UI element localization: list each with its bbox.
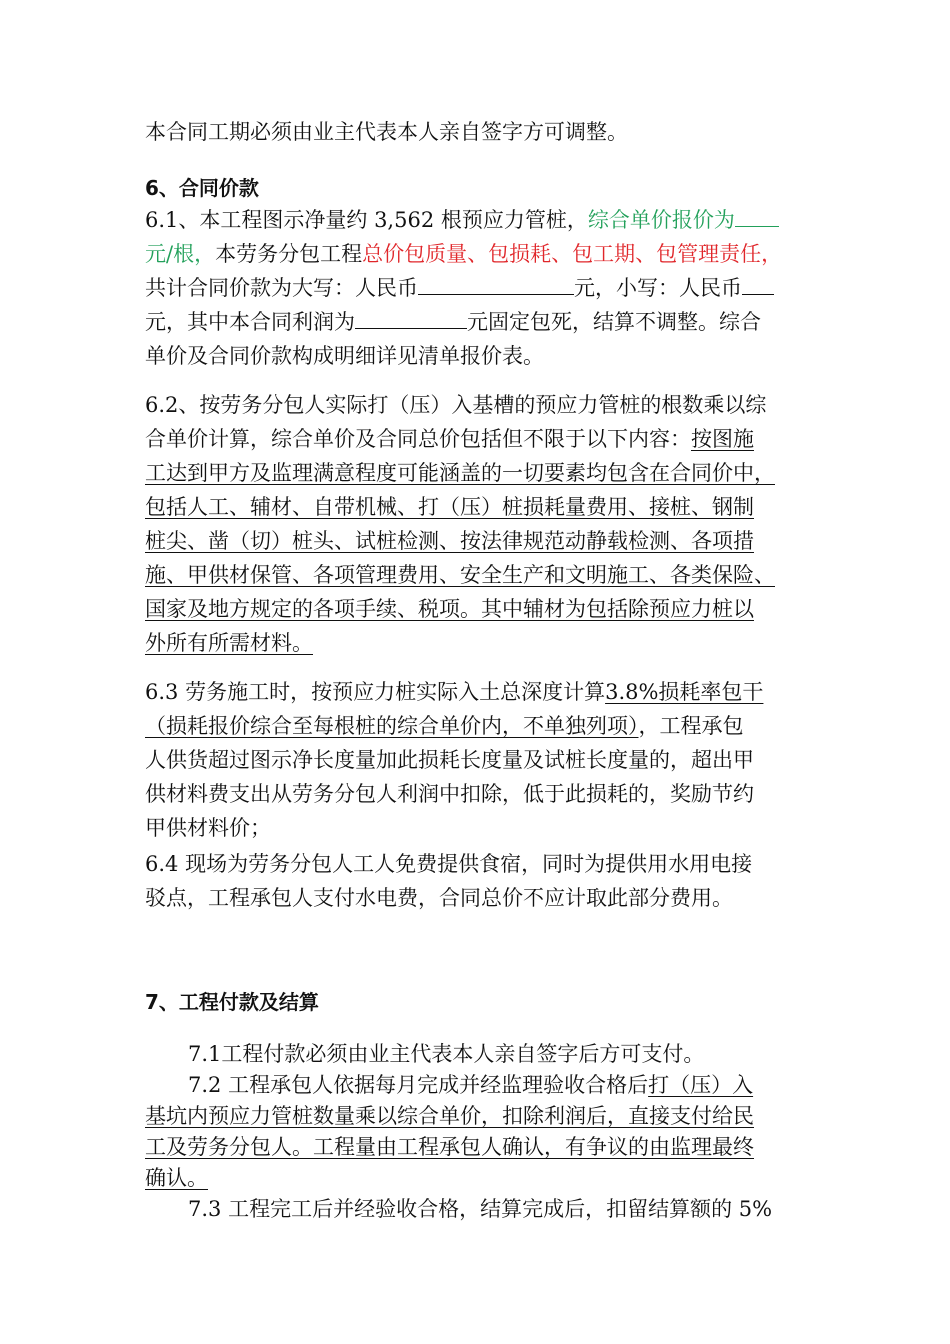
underlined-text: 国家及地方规定的各项手续、税项。其中辅材为包括除预应力桩以 [145, 597, 754, 621]
clause-7-2-line [145, 1164, 208, 1192]
underlined-text: （损耗报价综合至每根桩的综合单价内，不单独列项） [145, 714, 639, 738]
clause-7-3-line [188, 1195, 772, 1223]
text: 元固定包死，结算不调整。综合 [467, 310, 761, 334]
clause-6-2-line [145, 629, 313, 657]
clause-7-2-line [145, 1102, 754, 1130]
text: 甲供材料价； [145, 816, 271, 840]
clause-6-3-line [145, 780, 754, 808]
underlined-text: 施、甲供材保管、各项管理费用、安全生产和文明施工、各类保险、 [145, 563, 775, 587]
clause-6-4-line [145, 850, 752, 878]
text: 7.1工程付款必须由业主代表本人亲自签字后方可支付。 [188, 1042, 705, 1066]
green-text: 综合单价报价为 [587, 208, 735, 232]
red-text: 总价包质量、包损耗、包工期、包管理责任， [362, 242, 783, 266]
underlined-text: 打（压）入 [648, 1073, 754, 1097]
text: 元，小写：人民币 [574, 276, 742, 300]
intro-line [145, 118, 628, 146]
text: 6.4 现场为劳务分包人工人免费提供食宿，同时为提供用水用电接 [145, 852, 753, 876]
text: 6.1、本工程图示净量约 3,562 根预应力管桩， [145, 208, 588, 232]
underlined-text: 基坑内预应力管桩数量乘以综合单价，扣除利润后，直接支付给民 [145, 1104, 754, 1128]
text: 驳点，工程承包人支付水电费，合同总价不应计取此部分费用。 [145, 886, 733, 910]
clause-6-3-line [145, 678, 763, 706]
blank-field [418, 274, 574, 295]
clause-6-3-line [145, 746, 754, 774]
clause-6-3-line [145, 712, 744, 740]
clause-6-1-line [145, 240, 782, 268]
underlined-text: 包括人工、辅材、自带机械、打（压）桩损耗量费用、接桩、钢制 [145, 495, 754, 519]
clause-6-1-line [145, 342, 544, 370]
clause-6-3-line [145, 814, 271, 842]
clause-7-2-line [145, 1133, 754, 1161]
underlined-text: 按图施 [691, 427, 754, 451]
clause-6-2-line [145, 527, 754, 555]
clause-6-1-line [145, 274, 774, 302]
section-7-heading: 7、工程付款及结算 [145, 990, 319, 1014]
text: 元，其中本合同利润为 [145, 310, 355, 334]
underlined-text: 工达到甲方及监理满意程度可能涵盖的一切要素均包含在合同价中， [145, 461, 775, 485]
text: 6.3 劳务施工时，按预应力桩实际入土总深度计算 [145, 680, 606, 704]
text: 合单价计算，综合单价及合同总价包括但不限于以下内容： [145, 427, 691, 451]
clause-6-1-line [145, 206, 779, 234]
clause-6-2-line [145, 425, 754, 453]
clause-7-2-line [188, 1071, 753, 1099]
clause-7-1-line [188, 1040, 704, 1068]
text: 本合同工期必须由业主代表本人亲自签字方可调整。 [145, 120, 628, 144]
text: ，工程承包 [638, 714, 744, 738]
clause-6-2-line [145, 595, 754, 623]
text: 人供货超过图示净长度量加此损耗长度量及试桩长度量的，超出甲 [145, 748, 754, 772]
underlined-text: 外所有所需材料。 [145, 631, 313, 655]
clause-6-2-line [145, 493, 754, 521]
underlined-text: 工及劳务分包人。工程量由工程承包人确认，有争议的由监理最终 [145, 1135, 754, 1159]
clause-6-2-line [145, 561, 775, 589]
text: 7.2 工程承包人依据每月完成并经监理验收合格后 [188, 1073, 649, 1097]
blank-field [742, 274, 774, 295]
clause-6-2-line [145, 459, 775, 487]
underlined-text: 3.8%损耗率包干 [605, 680, 764, 704]
blank-field [735, 206, 779, 227]
underlined-text: 桩尖、凿（切）桩头、试桩检测、按法律规范动静载检测、各项措 [145, 529, 754, 553]
blank-field [355, 308, 467, 329]
clause-6-2-line [145, 391, 766, 419]
text: 6.2、按劳务分包人实际打（压）入基槽的预应力管桩的根数乘以综 [145, 393, 767, 417]
text: 本劳务分包工程 [215, 242, 363, 266]
text: 单价及合同价款构成明细详见清单报价表。 [145, 344, 544, 368]
clause-6-1-line [145, 308, 761, 336]
clause-6-4-line [145, 884, 733, 912]
green-text: 元/根， [145, 242, 216, 266]
text: 共计合同价款为大写：人民币 [145, 276, 418, 300]
text: 7.3 工程完工后并经验收合格，结算完成后，扣留结算额的 5% [188, 1197, 773, 1221]
text: 供材料费支出从劳务分包人利润中扣除，低于此损耗的，奖励节约 [145, 782, 754, 806]
underlined-text: 确认。 [145, 1166, 208, 1190]
section-6-heading: 6、合同价款 [145, 176, 259, 200]
